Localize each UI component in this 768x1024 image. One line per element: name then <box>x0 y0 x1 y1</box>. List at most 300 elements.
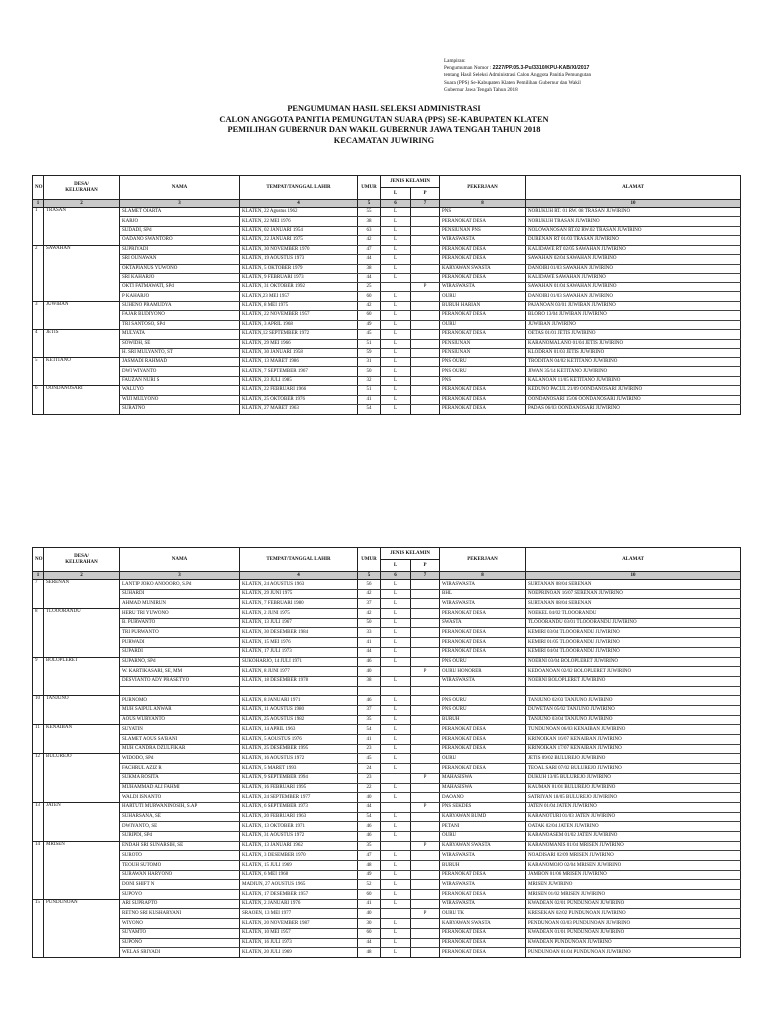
cell-alamat: TEOAL SARI 07/02 BULUREJO JUWIRINO <box>526 764 741 774</box>
cell-alamat: JETIS 09/02 BULUREJO JUWIRINO <box>526 754 741 764</box>
cell-pekerjaan: OURU TK <box>440 909 526 919</box>
cell-no <box>33 928 44 938</box>
cell-umur: 63 <box>358 227 381 236</box>
cell-jk-p <box>411 292 440 302</box>
table-row <box>33 638 741 648</box>
cell-alamat: KRESEKAN 02/02 PUNDUNOAN JUWIRINO <box>526 909 741 919</box>
header-alamat: ALAMAT <box>526 548 741 572</box>
cell-pekerjaan: WIRASWASTA <box>440 599 526 609</box>
cell-ttl: KLATEN, 10 MEI 1957 <box>240 928 358 938</box>
header-ttl: TEMPAT/TANGGAL LAHIR <box>240 176 358 200</box>
cell-no: 9 <box>33 657 44 667</box>
cell-nama: SUPONO <box>120 938 240 948</box>
cell-jk-l <box>381 909 411 919</box>
cell-ttl: KLATEN,23 MEI 1957 <box>240 292 358 302</box>
cell-nama: SUPRIYADI <box>120 245 240 254</box>
table-row <box>33 320 741 329</box>
cell-umur: 54 <box>358 812 381 822</box>
cell-nama: OADANO SWANTORO <box>120 236 240 246</box>
cell-pekerjaan: PERANOKAT DESA <box>440 735 526 745</box>
cell-desa <box>44 638 120 648</box>
cell-pekerjaan: PERANOKAT DESA <box>440 386 526 396</box>
cell-ttl: KLATEN, 25 AOUSTUS 1982 <box>240 715 358 725</box>
cell-umur: 54 <box>358 404 381 414</box>
cell-no <box>33 292 44 302</box>
cell-ttl: KLATEN, 9 FEBRUARI 1973 <box>240 273 358 283</box>
table-row <box>33 676 741 686</box>
cell-desa <box>44 404 120 414</box>
cell-jk-p <box>411 320 440 329</box>
cell-pekerjaan: PENSIUNAN <box>440 339 526 348</box>
table-body <box>33 208 741 415</box>
cell-umur: 49 <box>358 320 381 329</box>
cell-no <box>33 851 44 861</box>
cell-umur: 45 <box>358 754 381 764</box>
cell-desa <box>44 667 120 677</box>
cell-pekerjaan: SWASTA <box>440 618 526 628</box>
cell-jk-p: P <box>411 909 440 919</box>
colnum-6: 6 <box>381 572 411 580</box>
cell-jk-p <box>411 609 440 619</box>
cell-umur: 60 <box>358 292 381 302</box>
cell-umur: 22 <box>358 783 381 793</box>
cell-no <box>33 367 44 377</box>
cell-desa <box>44 928 120 938</box>
cell-jk-l: L <box>381 618 411 628</box>
cell-umur: 47 <box>358 245 381 254</box>
cell-ttl: SUKOHARJO, 14 JULI 1971 <box>240 657 358 667</box>
cell-alamat: OONDANOSARI 15/06 OONDANOSARI JUWIRINO <box>526 395 741 404</box>
cell-pekerjaan: WIRASWASTA <box>440 236 526 246</box>
cell-no: 10 <box>33 696 44 706</box>
cell-jk-p <box>411 696 440 706</box>
colnum-7: 7 <box>411 572 440 580</box>
cell-desa: TRASAN <box>44 208 120 217</box>
colnum-10: 10 <box>526 572 741 580</box>
cell-nama <box>120 686 240 696</box>
cell-no <box>33 822 44 832</box>
table-row <box>33 358 741 367</box>
cell-jk-p <box>411 831 440 841</box>
lampiran-label: Lampiran: <box>444 58 466 64</box>
cell-alamat: SAWAHAN 02/04 SAWAHAN JUWIRINO <box>526 254 741 264</box>
header-nama: NAMA <box>120 176 240 200</box>
document-title-block <box>0 104 768 146</box>
cell-pekerjaan: KARYAWAN BUMD <box>440 812 526 822</box>
cell-desa <box>44 292 120 302</box>
cell-alamat: PADAS 06/03 OONDANOSARI JUWIRINO <box>526 404 741 414</box>
table-row <box>33 367 741 377</box>
cell-nama: SUDADI, SPd <box>120 227 240 236</box>
cell-jk-l: L <box>381 386 411 396</box>
colnum-7: 7 <box>411 200 440 208</box>
cell-nama: W. KARTIKASARI, SE, MM <box>120 667 240 677</box>
cell-nama: OKTI FATMAWATI, SPd <box>120 283 240 292</box>
cell-desa <box>44 705 120 715</box>
candidate-table-1 <box>32 175 741 415</box>
cell-umur: 42 <box>358 589 381 599</box>
cell-jk-p <box>411 386 440 396</box>
cell-no <box>33 589 44 599</box>
cell-alamat: NOADISARI 02/09 MRISEN JUWIRINO <box>526 851 741 861</box>
cell-umur: 51 <box>358 339 381 348</box>
cell-ttl: KLATEN, 5 MARET 1993 <box>240 764 358 774</box>
cell-ttl: KLATEN, 8 JANUARI 1971 <box>240 696 358 706</box>
cell-jk-p <box>411 890 440 900</box>
cell-alamat: KWADEAN 01/01 PUNDUNOAN JUWIRINO <box>526 928 741 938</box>
cell-alamat: DANOIRI 01/03 SAWAHAN JUWIRINO <box>526 292 741 302</box>
cell-nama: DWIYANTO, SE <box>120 822 240 832</box>
cell-jk-l: L <box>381 367 411 377</box>
cell-ttl: KLATEN, 22 FEBRUARI 1966 <box>240 386 358 396</box>
cell-jk-p <box>411 377 440 386</box>
header-desa-line2: KELURAHAN <box>65 559 98 565</box>
cell-nama: AOUS WURYANTO <box>120 715 240 725</box>
cell-ttl: KLATEN, 13 JANUARI 1962 <box>240 841 358 851</box>
cell-desa <box>44 377 120 386</box>
cell-jk-p <box>411 339 440 348</box>
cell-alamat: KRINOIKAN 17/07 KENAIBAN JUWIRINO <box>526 744 741 754</box>
cell-jk-p <box>411 647 440 657</box>
cell-no: 15 <box>33 899 44 909</box>
cell-desa <box>44 320 120 329</box>
cell-alamat: SAWAHAN 01/04 SAWAHAN JUWIRINO <box>526 283 741 292</box>
colnum-4: 4 <box>240 200 358 208</box>
cell-ttl: KLATEN, 25 OKTOBER 1976 <box>240 395 358 404</box>
header-nama: NAMA <box>120 548 240 572</box>
table-row <box>33 254 741 264</box>
cell-jk-p: P <box>411 773 440 783</box>
cell-jk-l: L <box>381 358 411 367</box>
cell-ttl: KLATEN, 25 DESEMBER 1995 <box>240 744 358 754</box>
cell-umur: 46 <box>358 657 381 667</box>
cell-umur: 24 <box>358 764 381 774</box>
table-row <box>33 404 741 414</box>
cell-alamat: NORUKUH TRASAN JUWIRINO <box>526 217 741 227</box>
cell-desa <box>44 880 120 890</box>
cell-pekerjaan: PERANOKAT DESA <box>440 744 526 754</box>
cell-jk-l: L <box>381 339 411 348</box>
cell-desa <box>44 764 120 774</box>
cell-no <box>33 812 44 822</box>
table-body <box>33 580 741 958</box>
cell-nama: PURNOMO <box>120 696 240 706</box>
cell-umur: 46 <box>358 696 381 706</box>
cell-desa <box>44 348 120 358</box>
cell-nama: WALUYO <box>120 386 240 396</box>
cell-ttl: KLATEN, 3 DESEMBER 1970 <box>240 851 358 861</box>
table-row <box>33 899 741 909</box>
cell-jk-p: P <box>411 283 440 292</box>
cell-pekerjaan: PERANOKAT DESA <box>440 764 526 774</box>
cell-no <box>33 628 44 638</box>
nomor-value: 2227/PP.05.3-Pu/3310/KPU-KAB/XI/2017 <box>492 65 590 72</box>
cell-umur: 50 <box>358 618 381 628</box>
cell-umur: 35 <box>358 841 381 851</box>
cell-ttl: KLATEN, 9 SEPTEMBER 1994 <box>240 773 358 783</box>
cell-alamat: TLOOORANDU 03/01 TLOOORANDU JUWIRINO <box>526 618 741 628</box>
header-l: L <box>381 188 411 200</box>
cell-jk-l: L <box>381 948 411 958</box>
table-row <box>33 880 741 890</box>
cell-pekerjaan: WIRASWASTA <box>440 676 526 686</box>
cell-nama: MUH SAIPUL ANWAR <box>120 705 240 715</box>
cell-alamat: JIWAN 35/14 KETITANO JUWIRINO <box>526 367 741 377</box>
cell-pekerjaan: PERANOKAT DESA <box>440 628 526 638</box>
cell-jk-p: P <box>411 802 440 812</box>
header-ttl: TEMPAT/TANGGAL LAHIR <box>240 548 358 572</box>
cell-desa <box>44 283 120 292</box>
cell-nama: SUROTO <box>120 851 240 861</box>
cell-pekerjaan: PNS OURU <box>440 657 526 667</box>
cell-jk-l: L <box>381 254 411 264</box>
cell-jk-l <box>381 802 411 812</box>
cell-nama: SLAMET AOUS SA'BANI <box>120 735 240 745</box>
cell-jk-l: L <box>381 217 411 227</box>
cell-pekerjaan: PERANOKAT DESA <box>440 395 526 404</box>
header-no: NO <box>33 176 44 200</box>
cell-umur: 54 <box>358 725 381 735</box>
cell-nama: LANTIP JOKO ANOOORO, S.Pd <box>120 580 240 590</box>
cell-umur: 33 <box>358 628 381 638</box>
cell-ttl: KLATEN, 8 JUNI 1977 <box>240 667 358 677</box>
cell-desa <box>44 618 120 628</box>
cell-pekerjaan: PERANOKAT DESA <box>440 928 526 938</box>
header-desa-line1: DESA/ <box>74 181 89 187</box>
cell-jk-l: L <box>381 870 411 880</box>
cell-ttl: KLATEN, 6 SEPTEMBER 1973 <box>240 802 358 812</box>
cell-ttl: KLATEN, 13 OKTOBER 1971 <box>240 822 358 832</box>
cell-ttl: KLATEN, 22 NOVEMBER 1957 <box>240 311 358 321</box>
colnum-10: 10 <box>526 200 741 208</box>
cell-ttl: KLATEN, 7 SEPTEMBER 1967 <box>240 367 358 377</box>
cell-umur: 42 <box>358 236 381 246</box>
cell-alamat: KARANOTURI 01/03 JATEN JUWIRINO <box>526 812 741 822</box>
cell-alamat: KARANOASEM 01/02 JATEN JUWIRINO <box>526 831 741 841</box>
table-row <box>33 938 741 948</box>
cell-jk-p <box>411 851 440 861</box>
colnum-1: 1 <box>33 200 44 208</box>
cell-nama: WIDODO, SPd <box>120 754 240 764</box>
colnum-1: 1 <box>33 572 44 580</box>
table-row <box>33 609 741 619</box>
cell-alamat: PUNDUNOAN 01/04 PUNDUNOAN JUWIRINO <box>526 948 741 958</box>
cell-jk-l: L <box>381 329 411 339</box>
cell-pekerjaan: PERANOKAT DESA <box>440 948 526 958</box>
cell-jk-p <box>411 657 440 667</box>
cell-nama: DONI SHIFT N <box>120 880 240 890</box>
cell-pekerjaan: OURU <box>440 754 526 764</box>
cell-no <box>33 638 44 648</box>
cell-umur: 38 <box>358 676 381 686</box>
cell-desa <box>44 870 120 880</box>
cell-jk-l: L <box>381 831 411 841</box>
cell-nama: FACHRUL AZIZ R <box>120 764 240 774</box>
cell-jk-p <box>411 861 440 871</box>
cell-jk-p <box>411 735 440 745</box>
title-line-3: PEMILIHAN GUBERNUR DAN WAKIL GUBERNUR JAWA TENGAH TAHUN 2018 <box>227 125 541 134</box>
cell-jk-p <box>411 822 440 832</box>
cell-alamat: KLODRAN 01/03 JETIS JUWIRINO <box>526 348 741 358</box>
cell-nama: SUHENO PRAMUDYA <box>120 302 240 311</box>
cell-pekerjaan: WIRASWASTA <box>440 283 526 292</box>
cell-ttl: KLATEN, 24 SEPTEMBER 1977 <box>240 793 358 803</box>
cell-nama: SRI KAHARJO <box>120 273 240 283</box>
cell-desa <box>44 395 120 404</box>
cell-desa <box>44 676 120 686</box>
cell-no <box>33 764 44 774</box>
cell-no <box>33 273 44 283</box>
cell-nama: TEOUH SUTOMO <box>120 861 240 871</box>
cell-desa: JUWIBAN <box>44 302 120 311</box>
cell-nama: SURIPDI, SPd <box>120 831 240 841</box>
cell-jk-p <box>411 395 440 404</box>
cell-jk-l: L <box>381 880 411 890</box>
cell-umur: 44 <box>358 273 381 283</box>
cell-desa <box>44 254 120 264</box>
cell-ttl: KLATEN, 31 AOUSTUS 1972 <box>240 831 358 841</box>
table-row <box>33 773 741 783</box>
cell-nama: JASMADI RAHMAD <box>120 358 240 367</box>
cell-nama: SUYATIN <box>120 725 240 735</box>
header-alamat: ALAMAT <box>526 176 741 200</box>
table-row <box>33 696 741 706</box>
cell-desa <box>44 812 120 822</box>
cell-pekerjaan: BURUH <box>440 861 526 871</box>
cell-jk-l: L <box>381 657 411 667</box>
cell-no: 5 <box>33 358 44 367</box>
colnum-8: 8 <box>440 572 526 580</box>
cell-jk-p <box>411 311 440 321</box>
cell-jk-l: L <box>381 638 411 648</box>
cell-jk-l <box>381 773 411 783</box>
table-row <box>33 245 741 254</box>
cell-umur: 42 <box>358 609 381 619</box>
cell-jk-p <box>411 686 440 696</box>
cell-umur: 59 <box>358 348 381 358</box>
cell-nama: DWI WIYANTO <box>120 367 240 377</box>
cell-umur: 38 <box>358 217 381 227</box>
cell-jk-l: L <box>381 676 411 686</box>
cell-nama: SOWIDH, SE <box>120 339 240 348</box>
cell-jk-l: L <box>381 783 411 793</box>
cell-pekerjaan: OURU HONORER <box>440 667 526 677</box>
nomor-prefix: Pengumuman Nomor : <box>444 65 493 72</box>
cell-jk-l: L <box>381 589 411 599</box>
table-row <box>33 386 741 396</box>
cell-no <box>33 880 44 890</box>
cell-jk-l: L <box>381 822 411 832</box>
cell-no <box>33 909 44 919</box>
cell-desa <box>44 948 120 958</box>
cell-pekerjaan: BURUH HARIAN <box>440 302 526 311</box>
cell-umur: 44 <box>358 802 381 812</box>
table-row <box>33 311 741 321</box>
cell-desa: BOLOPLERET <box>44 657 120 667</box>
cell-no <box>33 890 44 900</box>
cell-jk-l: L <box>381 696 411 706</box>
cell-desa <box>44 744 120 754</box>
colnum-2: 2 <box>44 200 120 208</box>
cell-ttl: KLATEN, 16 JULI 1973 <box>240 938 358 948</box>
cell-jk-p <box>411 245 440 254</box>
cell-ttl: KLATEN, 19 AOUSTUS 1973 <box>240 254 358 264</box>
cell-no <box>33 667 44 677</box>
cell-desa <box>44 919 120 929</box>
header-desa <box>44 548 120 572</box>
cell-jk-p <box>411 273 440 283</box>
cell-alamat: NOERNI BOLOPLERET JUWIRINO <box>526 676 741 686</box>
table-header <box>33 176 741 208</box>
cell-desa: SAWAHAN <box>44 245 120 254</box>
table-row <box>33 735 741 745</box>
cell-desa <box>44 311 120 321</box>
lampiran-line-2: Suara (PPS) Se-Kabupaten Klaten Pemilihan Gubernur dan Wakil <box>444 79 581 86</box>
cell-alamat: KEMIRI 03/04 TLOOORANDU JUWIRINO <box>526 628 741 638</box>
cell-nama: HARTUTI MURWANINOSIH, S.AP <box>120 802 240 812</box>
cell-no <box>33 783 44 793</box>
cell-alamat: NORUKUH RT. 01 RW. 08 TRASAN JUWIRINO <box>526 208 741 217</box>
table-row <box>33 236 741 246</box>
cell-alamat: DUKUH 13/05 BULUREJO JUWIRINO <box>526 773 741 783</box>
cell-pekerjaan: PERANOKAT DESA <box>440 329 526 339</box>
cell-jk-l: L <box>381 715 411 725</box>
cell-no <box>33 254 44 264</box>
cell-umur: 45 <box>358 329 381 339</box>
cell-alamat: NOEKEL 04/02 TLOOORANDU <box>526 609 741 619</box>
cell-jk-p <box>411 618 440 628</box>
cell-no <box>33 236 44 246</box>
cell-umur: 55 <box>358 208 381 217</box>
cell-pekerjaan: PERANOKAT DESA <box>440 870 526 880</box>
cell-nama: AHMAD MUNIRUN <box>120 599 240 609</box>
lampiran-line-3: Gubernur Jawa Tengah Tahun 2018 <box>444 86 518 93</box>
cell-nama: RETNO SRI KUSHARYANI <box>120 909 240 919</box>
cell-umur: 52 <box>358 880 381 890</box>
cell-nama: SURATNO <box>120 404 240 414</box>
cell-ttl: KLATEN, 20 NOVEMBER 1987 <box>240 919 358 929</box>
cell-jk-l: L <box>381 725 411 735</box>
cell-pekerjaan <box>440 686 526 696</box>
cell-pekerjaan: WIRASWASTA <box>440 580 526 590</box>
colnum-8: 8 <box>440 200 526 208</box>
cell-desa: KENAIBAN <box>44 725 120 735</box>
cell-alamat: OETAS 01/01 JETIS JUWIRINO <box>526 329 741 339</box>
cell-pekerjaan: PERANOKAT DESA <box>440 638 526 648</box>
cell-jk-p <box>411 812 440 822</box>
cell-ttl: KLATEN, 22 MEI 1976 <box>240 217 358 227</box>
cell-jk-l: L <box>381 861 411 871</box>
cell-ttl: KLATEN, 16 FEBRUARI 1995 <box>240 783 358 793</box>
cell-pekerjaan: PNS OURU <box>440 705 526 715</box>
cell-desa <box>44 367 120 377</box>
cell-umur: 25 <box>358 283 381 292</box>
cell-no: 1 <box>33 208 44 217</box>
cell-alamat: TANJUNO 02/03 TANJUNO JUWIRINO <box>526 696 741 706</box>
cell-jk-l: L <box>381 647 411 657</box>
cell-desa: JATEN <box>44 802 120 812</box>
table-row <box>33 822 741 832</box>
cell-desa <box>44 793 120 803</box>
cell-alamat: KAUMAN 01/01 BULUREJO JUWIRINO <box>526 783 741 793</box>
cell-pekerjaan: WIRASWASTA <box>440 899 526 909</box>
cell-alamat: TUNDUNOAN 06/03 KENAIBAN JUWIRINO <box>526 725 741 735</box>
cell-umur: 41 <box>358 638 381 648</box>
cell-umur: 50 <box>358 367 381 377</box>
header-no: NO <box>33 548 44 572</box>
colnum-3: 3 <box>120 200 240 208</box>
cell-jk-l: L <box>381 264 411 273</box>
